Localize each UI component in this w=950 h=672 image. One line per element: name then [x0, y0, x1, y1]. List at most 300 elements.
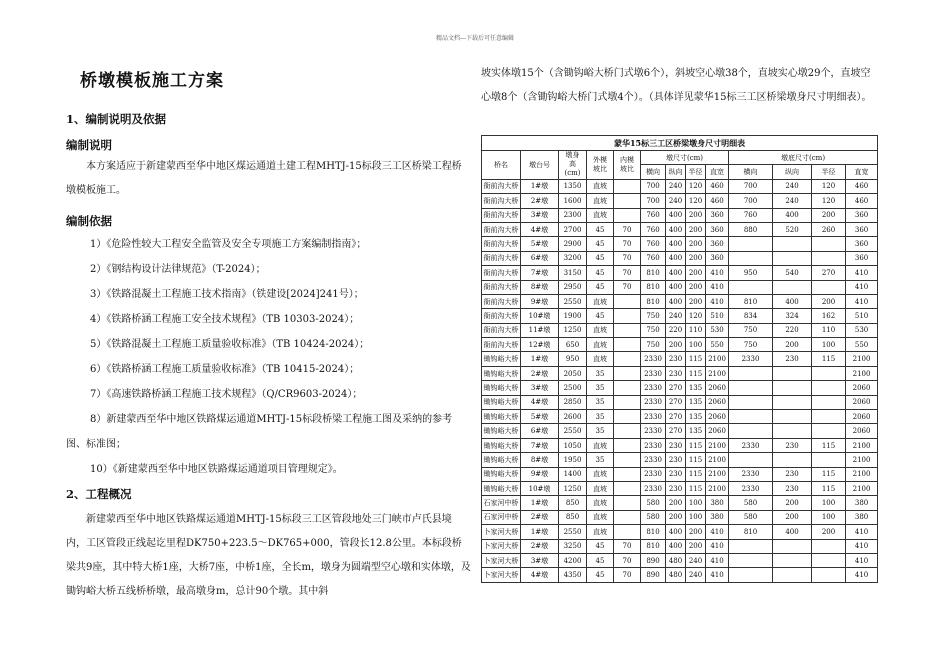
table-cell: 760: [641, 237, 666, 251]
table-cell: 35: [587, 453, 614, 467]
table-cell: 410: [706, 553, 729, 567]
table-cell: 580: [641, 510, 666, 524]
table-cell: 100: [686, 338, 706, 352]
table-cell: [812, 237, 846, 251]
table-cell: 760: [641, 208, 666, 222]
table-cell: 550: [706, 338, 729, 352]
table-cell: 120: [686, 309, 706, 323]
table-cell: [729, 539, 773, 553]
col-header-height: 墩身 高 (cm): [559, 151, 587, 180]
table-cell: 2100: [846, 481, 878, 495]
table-cell: 230: [773, 438, 812, 452]
col-header-outer-slope: 外模 坡比: [587, 151, 614, 180]
table-cell: 2330: [641, 352, 666, 366]
table-cell: 135: [686, 424, 706, 438]
table-cell: 3#墩: [521, 208, 559, 222]
table-cell: 3150: [559, 266, 587, 280]
table-cell: 240: [666, 194, 686, 208]
table-row: [482, 453, 878, 467]
table-cell: 35: [587, 424, 614, 438]
table-cell: 220: [666, 323, 686, 337]
table-cell: 200: [686, 266, 706, 280]
table-cell: 2550: [559, 424, 587, 438]
table-cell: 1#墩: [521, 179, 559, 193]
table-cell: 4#墩: [521, 568, 559, 582]
table-cell: 1250: [559, 481, 587, 495]
table-row: [482, 338, 878, 352]
table-cell: [812, 424, 846, 438]
table-cell: 衙前沟大桥: [482, 237, 521, 251]
table-cell: 5#墩: [521, 237, 559, 251]
table-cell: 850: [559, 496, 587, 510]
table-cell: 衙前沟大桥: [482, 266, 521, 280]
table-cell: [729, 553, 773, 567]
table-cell: 880: [729, 222, 773, 236]
table-cell: 1#墩: [521, 352, 559, 366]
table-cell: 直坡: [587, 323, 614, 337]
basis-heading: 编制依据: [66, 214, 112, 228]
table-cell: [812, 539, 846, 553]
table-cell: 400: [666, 251, 686, 265]
table-cell: 400: [666, 266, 686, 280]
table-cell: 11#墩: [521, 323, 559, 337]
table-row: [482, 222, 878, 236]
table-cell: 70: [614, 237, 641, 251]
table-cell: 580: [641, 496, 666, 510]
table-cell: 45: [587, 553, 614, 567]
table-cell: [773, 237, 812, 251]
table-cell: 230: [773, 467, 812, 481]
table-cell: 2060: [846, 381, 878, 395]
table-cell: 2300: [559, 208, 587, 222]
table-cell: [614, 338, 641, 352]
table-cell: [614, 194, 641, 208]
table-cell: 510: [846, 309, 878, 323]
table-cell: [614, 309, 641, 323]
table-cell: 锄钩峪大桥: [482, 410, 521, 424]
table-cell: 1050: [559, 438, 587, 452]
table-cell: 530: [706, 323, 729, 337]
col-header-inner-slope: 内模 坡比: [614, 151, 641, 180]
table-cell: 35: [587, 410, 614, 424]
table-cell: 400: [773, 208, 812, 222]
table-cell: 480: [666, 553, 686, 567]
subheader-top-radius: 半径: [686, 165, 706, 179]
table-cell: 石家河中桥: [482, 510, 521, 524]
table-cell: 70: [614, 222, 641, 236]
table-cell: [812, 251, 846, 265]
table-cell: 460: [706, 194, 729, 208]
table-cell: [614, 208, 641, 222]
overview-text: 新建蒙西至华中地区铁路煤运通道MHTJ-15标段三工区管段地处三门峡市卢氏县境内，工区管段正线起讫里程DK750+223.5～DK765+000，管段长12.8公里。本标段桥梁共9座，其中特大桥1座，大桥7座，中桥1座，全长m，墩身为圆端型空心墩和实体墩，及锄钩峪大桥五线桥桥墩，最高墩身m，总计90个墩。其中斜: [66, 514, 471, 597]
table-cell: 4350: [559, 568, 587, 582]
table-cell: 700: [729, 194, 773, 208]
table-cell: 120: [812, 179, 846, 193]
table-cell: 460: [846, 194, 878, 208]
table-cell: 2060: [706, 410, 729, 424]
table-cell: 2100: [706, 467, 729, 481]
left-column: [66, 62, 471, 604]
table-cell: 460: [706, 179, 729, 193]
table-cell: 3200: [559, 251, 587, 265]
table-cell: 750: [641, 323, 666, 337]
table-row: [482, 237, 878, 251]
table-cell: 8#墩: [521, 453, 559, 467]
table-cell: 45: [587, 568, 614, 582]
table-cell: [729, 568, 773, 582]
table-cell: [773, 410, 812, 424]
table-cell: 2060: [846, 410, 878, 424]
table-cell: [773, 424, 812, 438]
table-cell: 380: [846, 510, 878, 524]
table-cell: 240: [773, 194, 812, 208]
table-cell: 直坡: [587, 294, 614, 308]
table-cell: 70: [614, 539, 641, 553]
table-cell: [812, 453, 846, 467]
table-cell: 3#墩: [521, 553, 559, 567]
table-cell: 115: [686, 481, 706, 495]
table-cell: 810: [641, 525, 666, 539]
table-cell: 750: [729, 323, 773, 337]
table-cell: 2#墩: [521, 194, 559, 208]
table-cell: 直坡: [587, 194, 614, 208]
section2-heading: 2、工程概况: [66, 487, 132, 501]
table-cell: [614, 366, 641, 380]
subheader-bottom-radius: 半径: [812, 165, 846, 179]
table-row: [482, 266, 878, 280]
table-cell: 卜家河大桥: [482, 539, 521, 553]
table-cell: 200: [686, 222, 706, 236]
table-cell: [729, 410, 773, 424]
basis-item: 10）《新建蒙西至华中地区铁路煤运通道项目管理规定》。: [90, 464, 343, 475]
table-cell: 2100: [706, 366, 729, 380]
table-cell: 卜家河大桥: [482, 525, 521, 539]
table-cell: [812, 381, 846, 395]
table-cell: 35: [587, 366, 614, 380]
table-cell: 石家河中桥: [482, 496, 521, 510]
table-cell: 45: [587, 266, 614, 280]
table-cell: 衙前沟大桥: [482, 338, 521, 352]
table-cell: 2550: [559, 525, 587, 539]
table-cell: 100: [686, 496, 706, 510]
table-cell: 锄钩峪大桥: [482, 366, 521, 380]
table-cell: 240: [686, 553, 706, 567]
table-cell: 45: [587, 539, 614, 553]
table-cell: [773, 568, 812, 582]
table-cell: 12#墩: [521, 338, 559, 352]
table-cell: 410: [846, 525, 878, 539]
table-cell: 2100: [706, 453, 729, 467]
table-row: [482, 280, 878, 294]
table-cell: 衙前沟大桥: [482, 309, 521, 323]
table-cell: 1900: [559, 309, 587, 323]
table-body: [482, 179, 878, 582]
table-cell: 200: [773, 510, 812, 524]
table-cell: 120: [686, 194, 706, 208]
table-cell: 760: [641, 222, 666, 236]
table-cell: 70: [614, 553, 641, 567]
table-cell: 100: [812, 510, 846, 524]
table-cell: [614, 395, 641, 409]
table-cell: [812, 410, 846, 424]
basis-item: 2）《钢结构设计法律规范》（T-2024）；: [90, 264, 266, 275]
table-row: [482, 539, 878, 553]
table-cell: 890: [641, 568, 666, 582]
table-cell: 1250: [559, 323, 587, 337]
table-cell: 200: [812, 525, 846, 539]
table-cell: 410: [706, 266, 729, 280]
table-cell: 3250: [559, 539, 587, 553]
table-cell: 9#墩: [521, 294, 559, 308]
table-cell: 锄钩峪大桥: [482, 352, 521, 366]
table-cell: 2950: [559, 280, 587, 294]
table-cell: 100: [812, 496, 846, 510]
table-cell: 230: [666, 453, 686, 467]
table-cell: 2100: [846, 453, 878, 467]
table-cell: 2330: [729, 352, 773, 366]
table-cell: 810: [641, 294, 666, 308]
table-cell: 760: [641, 251, 666, 265]
table-cell: 70: [614, 251, 641, 265]
basis-item: 7）《高速铁路桥涵工程施工技术规程》（Q/CR9603-2024）；: [90, 389, 363, 400]
table-cell: 1#墩: [521, 525, 559, 539]
table-cell: 200: [686, 294, 706, 308]
table-cell: 270: [666, 395, 686, 409]
table-cell: 衙前沟大桥: [482, 208, 521, 222]
table-cell: 1400: [559, 467, 587, 481]
table-cell: 直坡: [587, 510, 614, 524]
table-cell: 115: [686, 453, 706, 467]
pier-dimension-table-wrapper: [481, 135, 877, 583]
table-cell: [773, 381, 812, 395]
document-title: 桥墩模板施工方案: [80, 71, 224, 91]
table-cell: [729, 251, 773, 265]
table-cell: 衙前沟大桥: [482, 194, 521, 208]
table-cell: 直坡: [587, 525, 614, 539]
description-heading: 编制说明: [66, 138, 112, 152]
table-cell: 200: [686, 280, 706, 294]
table-cell: 2330: [729, 467, 773, 481]
table-cell: [812, 280, 846, 294]
table-cell: 950: [559, 352, 587, 366]
table-cell: 115: [686, 438, 706, 452]
table-cell: 135: [686, 395, 706, 409]
table-cell: 7#墩: [521, 266, 559, 280]
table-cell: 2330: [641, 381, 666, 395]
table-cell: 卜家河大桥: [482, 553, 521, 567]
table-cell: 2330: [641, 438, 666, 452]
table-cell: 750: [641, 309, 666, 323]
table-cell: [614, 323, 641, 337]
col-header-name: 桥名: [482, 151, 521, 180]
table-cell: 10#墩: [521, 481, 559, 495]
table-cell: 2060: [706, 381, 729, 395]
table-cell: 380: [706, 510, 729, 524]
table-cell: 2330: [641, 467, 666, 481]
table-cell: [729, 381, 773, 395]
table-cell: [812, 366, 846, 380]
table-cell: 2050: [559, 366, 587, 380]
table-cell: 650: [559, 338, 587, 352]
table-cell: 2330: [641, 453, 666, 467]
table-cell: 480: [666, 568, 686, 582]
pier-dimension-table: [481, 135, 878, 583]
table-cell: 45: [587, 309, 614, 323]
table-cell: 衙前沟大桥: [482, 323, 521, 337]
table-row: [482, 568, 878, 582]
table-cell: [773, 553, 812, 567]
table-cell: 230: [773, 352, 812, 366]
table-cell: 35: [587, 381, 614, 395]
table-cell: 直坡: [587, 179, 614, 193]
table-cell: [729, 366, 773, 380]
table-cell: [773, 453, 812, 467]
table-row: [482, 424, 878, 438]
table-cell: 200: [666, 338, 686, 352]
table-row: [482, 179, 878, 193]
table-cell: 890: [641, 553, 666, 567]
table-cell: 衙前沟大桥: [482, 251, 521, 265]
table-cell: 锄钩峪大桥: [482, 453, 521, 467]
table-cell: [812, 568, 846, 582]
table-cell: 380: [846, 496, 878, 510]
table-cell: 3#墩: [521, 381, 559, 395]
table-row: [482, 323, 878, 337]
table-cell: 135: [686, 410, 706, 424]
table-cell: 2060: [846, 424, 878, 438]
table-row: [482, 352, 878, 366]
table-cell: 2330: [641, 395, 666, 409]
table-cell: 70: [614, 266, 641, 280]
table-cell: [812, 395, 846, 409]
table-cell: 200: [666, 496, 686, 510]
table-cell: 760: [729, 208, 773, 222]
subheader-top-longitudinal: 纵向: [666, 165, 686, 179]
table-row: [482, 194, 878, 208]
table-cell: 834: [729, 309, 773, 323]
table-cell: 510: [706, 309, 729, 323]
table-cell: 400: [666, 294, 686, 308]
table-cell: 7#墩: [521, 438, 559, 452]
table-cell: 2700: [559, 222, 587, 236]
table-cell: 410: [706, 539, 729, 553]
table-cell: 230: [666, 481, 686, 495]
table-cell: [773, 539, 812, 553]
table-cell: [773, 251, 812, 265]
table-cell: 240: [686, 568, 706, 582]
table-cell: 衙前沟大桥: [482, 179, 521, 193]
table-cell: 4200: [559, 553, 587, 567]
table-cell: 410: [846, 294, 878, 308]
table-cell: 260: [812, 222, 846, 236]
table-cell: 410: [846, 568, 878, 582]
subheader-bottom-longitudinal: 纵向: [773, 165, 812, 179]
table-cell: [729, 280, 773, 294]
table-cell: 2330: [729, 481, 773, 495]
table-cell: 950: [729, 266, 773, 280]
table-cell: 360: [846, 237, 878, 251]
subheader-top-transverse: 横向: [641, 165, 666, 179]
table-cell: [614, 525, 641, 539]
table-cell: 270: [666, 381, 686, 395]
subheader-bottom-straight-width: 直宽: [846, 165, 878, 179]
table-cell: 810: [641, 266, 666, 280]
table-cell: 2330: [641, 424, 666, 438]
table-cell: 135: [686, 381, 706, 395]
table-cell: 2330: [729, 438, 773, 452]
table-row: [482, 366, 878, 380]
table-cell: 410: [706, 525, 729, 539]
table-cell: 6#墩: [521, 251, 559, 265]
table-cell: 2330: [641, 481, 666, 495]
table-cell: 410: [846, 280, 878, 294]
table-row: [482, 208, 878, 222]
table-cell: 410: [706, 280, 729, 294]
table-cell: 400: [666, 280, 686, 294]
table-cell: 2100: [706, 352, 729, 366]
table-cell: 2#墩: [521, 539, 559, 553]
table-row: [482, 395, 878, 409]
table-cell: 2060: [706, 395, 729, 409]
table-row: [482, 553, 878, 567]
table-cell: 400: [666, 237, 686, 251]
table-cell: 2500: [559, 381, 587, 395]
basis-item: 8）新建蒙西至华中地区铁路煤运通道MHTJ-15标段桥梁工程施工图及采纳的参考图、标准图；: [66, 414, 453, 450]
col-header-bottom-dims: 墩底尺寸(cm): [729, 151, 878, 165]
table-cell: 240: [773, 179, 812, 193]
table-cell: 200: [773, 496, 812, 510]
table-cell: 45: [587, 222, 614, 236]
table-cell: 700: [641, 194, 666, 208]
table-cell: 200: [812, 294, 846, 308]
table-cell: 45: [587, 251, 614, 265]
table-cell: 2060: [706, 424, 729, 438]
table-cell: 120: [812, 194, 846, 208]
table-cell: 230: [666, 366, 686, 380]
table-cell: 270: [666, 424, 686, 438]
table-cell: 360: [706, 208, 729, 222]
table-cell: 400: [666, 525, 686, 539]
table-cell: 200: [686, 237, 706, 251]
table-cell: [812, 553, 846, 567]
description-text: 本方案适应于新建蒙西至华中地区煤运通道土建工程MHTJ-15标段三工区桥梁工程桥墩模板施工。: [66, 161, 462, 196]
table-cell: 115: [812, 467, 846, 481]
table-cell: 220: [773, 323, 812, 337]
table-cell: 100: [686, 510, 706, 524]
table-cell: 115: [686, 366, 706, 380]
table-cell: 直坡: [587, 496, 614, 510]
table-cell: 115: [686, 352, 706, 366]
basis-item: 6）《铁路桥涵工程施工质量验收标准》（TB 10415-2024）；: [90, 364, 360, 375]
basis-item: 1）《危险性较大工程安全监管及安全专项施工方案编制指南》；: [90, 239, 367, 250]
table-row: [482, 381, 878, 395]
table-cell: 400: [666, 208, 686, 222]
table-cell: [729, 453, 773, 467]
table-cell: 750: [729, 338, 773, 352]
table-cell: 2600: [559, 410, 587, 424]
table-cell: 2100: [706, 481, 729, 495]
table-cell: 锄钩峪大桥: [482, 395, 521, 409]
table-cell: 324: [773, 309, 812, 323]
table-cell: 直坡: [587, 352, 614, 366]
table-cell: 45: [587, 280, 614, 294]
table-cell: 115: [686, 467, 706, 481]
table-cell: 410: [706, 294, 729, 308]
table-cell: 衙前沟大桥: [482, 294, 521, 308]
table-cell: 240: [666, 179, 686, 193]
table-cell: 110: [812, 323, 846, 337]
table-caption: 蒙华15标三工区桥梁墩身尺寸明细表: [482, 136, 878, 151]
